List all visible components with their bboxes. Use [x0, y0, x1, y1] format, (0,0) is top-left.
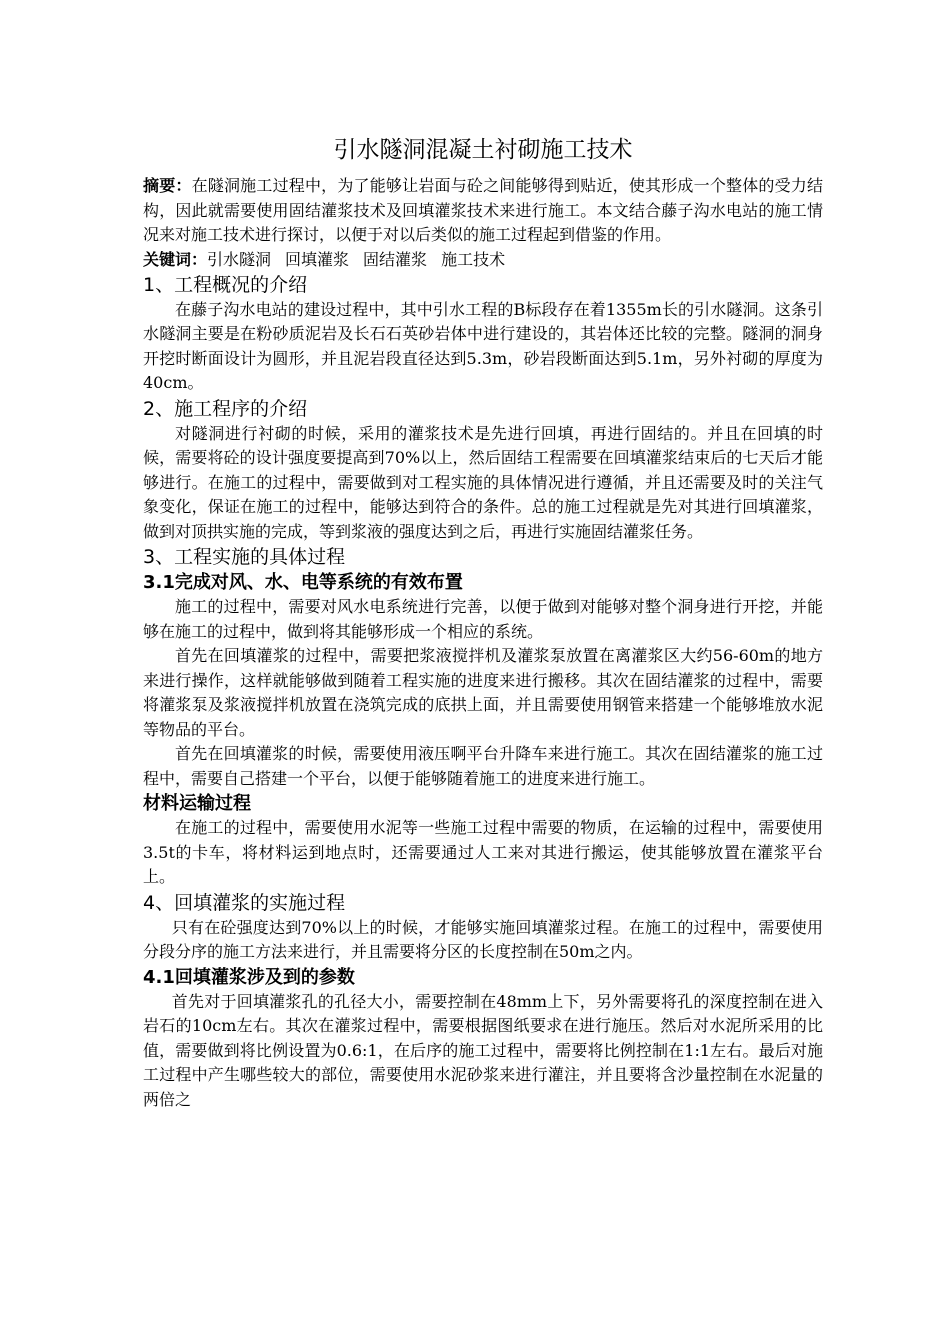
paragraph: 首先对于回填灌浆孔的孔径大小，需要控制在48mm上下，另外需要将孔的深度控制在进入岩石的10cm左右。其次在灌浆过程中，需要根据图纸要求在进行施压。然后对水泥所采用的比值，需要做到将比例设置为0.6:1，在后序的施工过程中，需要将比例控制在1:1左右。最后对施工过程中产生哪些较大的部位，需要使用水泥砂浆来进行灌注，并且要将含沙量控制在水泥量的两倍之 — [143, 991, 823, 1109]
keyword: 回填灌浆 — [285, 249, 350, 269]
abstract — [143, 174, 823, 248]
paragraph: 在施工的过程中，需要使用水泥等一些施工过程中需要的物质，在运输的过程中，需要使用3.5t的卡车，将材料运到地点时，还需要通过人工来对其进行搬运，使其能够放置在灌浆平台上。 — [143, 818, 823, 886]
paragraph: 在藤子沟水电站的建设过程中，其中引水工程的B标段存在着1355m长的引水隧洞。这条引水隧洞主要是在粉砂质泥岩及长石石英砂岩体中进行建设的，其岩体还比较的完整。隧洞的洞身开挖时断面设计为圆形，并且泥岩段直径达到5.3m，砂岩段断面达到5.1m，另外衬砌的厚度为40cm。 — [143, 299, 823, 392]
section-heading: 1、工程概况的介绍 — [143, 273, 308, 296]
keywords-label: 关键词： — [143, 249, 208, 269]
paragraph: 只有在砼强度达到70%以上的时候，才能够实施回填灌浆过程。在施工的过程中，需要使用分段分序的施工方法来进行，并且需要将分区的长度控制在50m之内。 — [143, 917, 823, 961]
abstract-label: 摘要： — [143, 176, 192, 195]
section-heading: 2、施工程序的介绍 — [143, 397, 308, 420]
section-heading: 4、回填灌浆的实施过程 — [143, 891, 346, 914]
document-title: 引水隧洞混凝土衬砌施工技术 — [333, 137, 633, 163]
abstract-text: 在隧洞施工过程中，为了能够让岩面与砼之间能够得到贴近，使其形成一个整体的受力结构，因此就需要使用固结灌浆技术及回填灌浆技术来进行施工。本文结合藤子沟水电站的施工情况来对施工技术进行探讨，以便于对以后类似的施工过程起到借鉴的作用。 — [143, 176, 823, 244]
paragraph: 施工的过程中，需要对风水电系统进行完善，以便于做到对能够对整个洞身进行开挖，并能够在施工的过程中，做到将其能够形成一个相应的系统。 — [143, 597, 823, 641]
keyword: 施工技术 — [441, 249, 506, 269]
subsection-heading: 材料运输过程 — [143, 793, 251, 814]
keyword: 引水隧洞 — [207, 249, 272, 269]
paragraph: 对隧洞进行衬砌的时候，采用的灌浆技术是先进行回填，再进行固结的。并且在回填的时候，需要将砼的设计强度要提高到70%以上，然后固结工程需要在回填灌浆结束后的七天后才能够进行。在施工的过程中，需要做到对工程实施的具体情况进行遵循，并且还需要及时的关注气象变化，保证在施工的过程中，能够达到符合的条件。总的施工过程就是先对其进行回填灌浆，做到对顶拱实施的完成，等到浆液的强度达到之后，再进行实施固结灌浆任务。 — [143, 423, 823, 541]
section-heading: 3、工程实施的具体过程 — [143, 546, 346, 568]
paragraph: 首先在回填灌浆的过程中，需要把浆液搅拌机及灌浆泵放置在离灌浆区大约56-60m的地方来进行操作，这样就能够做到随着工程实施的进度来进行搬移。其次在固结灌浆的过程中，需要将灌浆泵及浆液搅拌机放置在浇筑完成的底拱上面，并且需要使用钢管来搭建一个能够堆放水泥等物品的平台。 — [143, 646, 823, 739]
document-body — [143, 132, 823, 1112]
keywords — [143, 248, 823, 272]
paragraph: 首先在回填灌浆的时候，需要使用液压啊平台升降车来进行施工。其次在固结灌浆的施工过程中，需要自己搭建一个平台，以便于能够随着施工的进度来进行施工。 — [143, 744, 823, 788]
subsection-heading: 3.1完成对风、水、电等系统的有效布置 — [143, 572, 463, 593]
keyword: 固结灌浆 — [363, 249, 428, 269]
subsection-heading: 4.1回填灌浆涉及到的参数 — [143, 966, 355, 988]
